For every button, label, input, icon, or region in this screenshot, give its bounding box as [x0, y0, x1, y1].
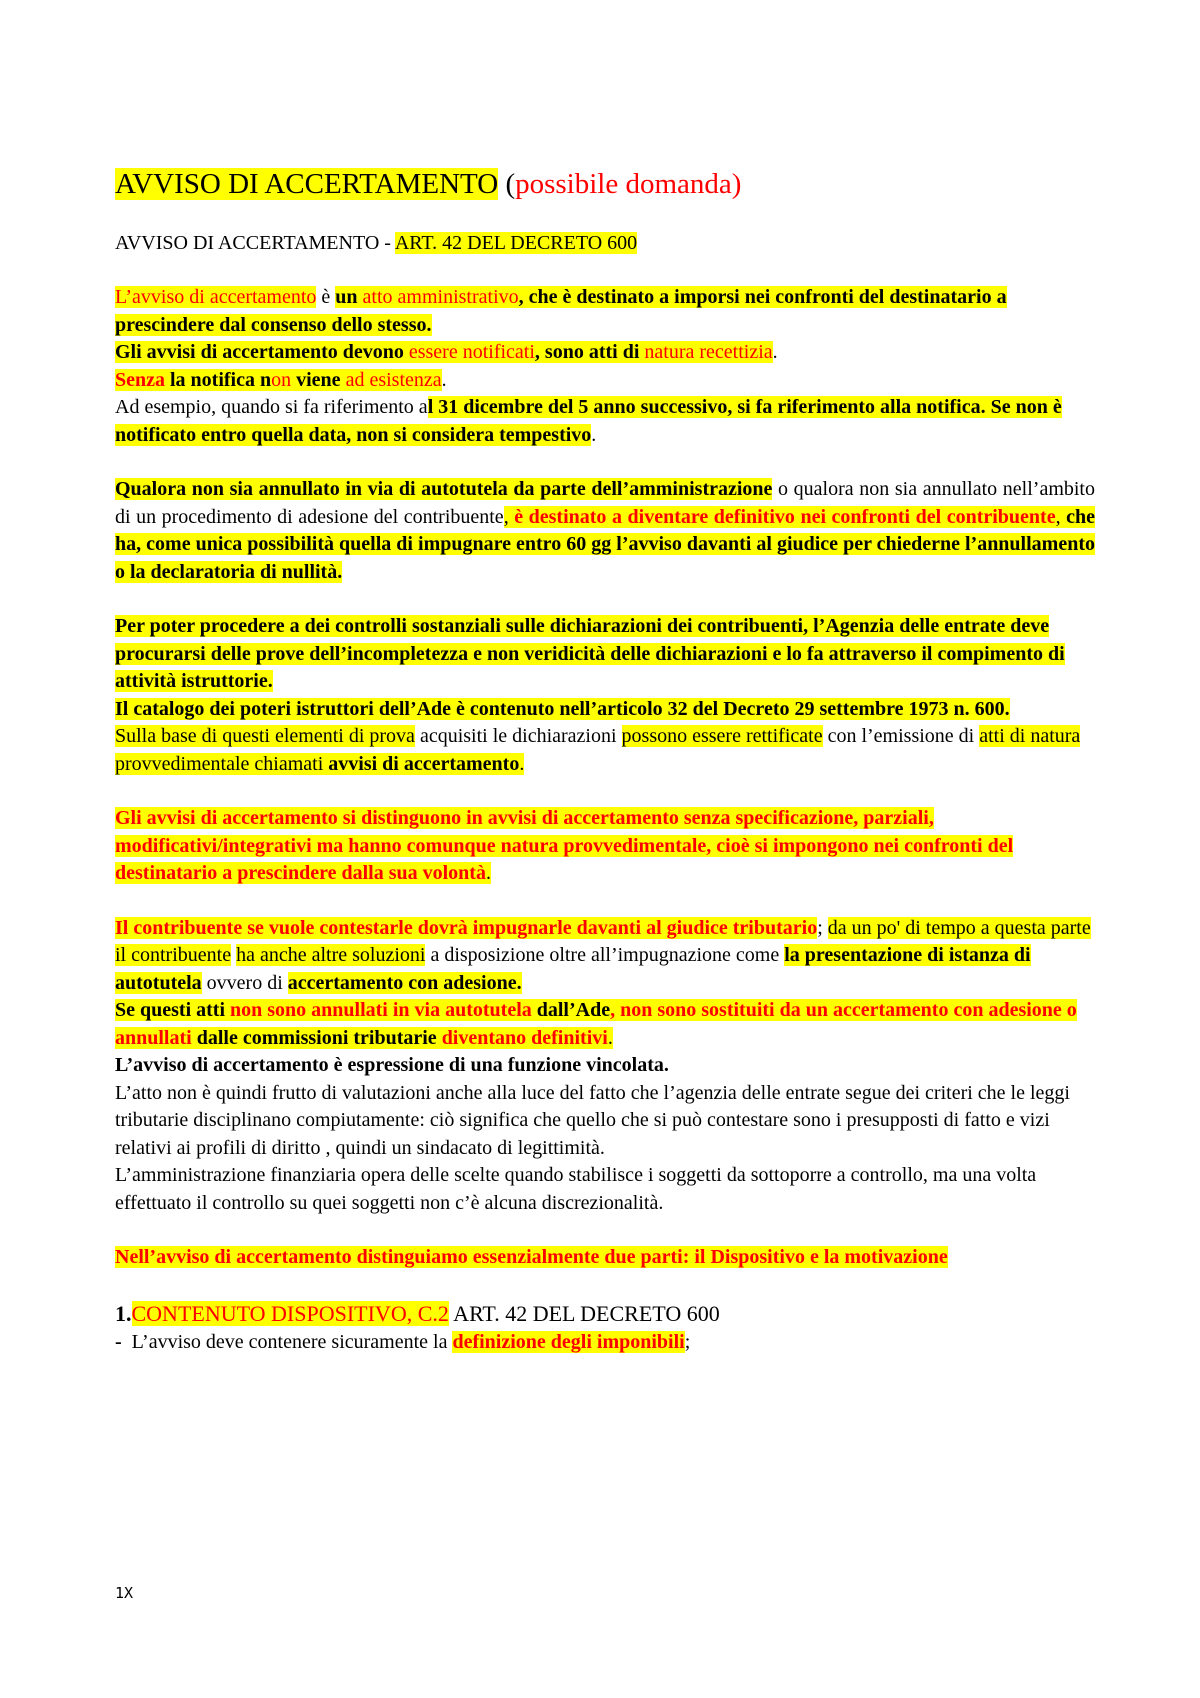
paragraph-autotutela: Qualora non sia annullato in via di autotutela da parte dell’amministrazione o qualora non sia annullato nell’ambito di un procedimento di adesione del contribuente, è destinato a diventare definitivo nei confronti del contribuente, che ha, come unica possibilità quella di impugnare entro 60 gg l’avviso davanti al giudice per chiederne l’annullamento o la declaratoria di nullità. — [115, 478, 1096, 583]
paragraph-due-parti: Nell’avviso di accertamento distinguiamo essenzialmente due parti: il Dispositivo e la motivazione — [115, 1246, 948, 1268]
paragraph-notification: L’avviso di accertamento è un atto amministrativo, che è destinato a imporsi nei confronti del destinatario a prescindere dal consenso dello stesso. Gli avvisi di accertamento devono essere notificati, sono atti di natura recettizia. Senza la notifica non viene ad esistenza. Ad esempio, quando si fa riferimento al 31 dicembre del 5 anno successivo, si fa riferimento alla notifica. Se non è notificato entro quella data, non si considera tempestivo. — [115, 286, 1062, 446]
subtitle: AVVISO DI ACCERTAMENTO - ART. 42 DEL DECRETO 600 — [115, 232, 638, 254]
document-title: AVVISO DI ACCERTAMENTO (possibile domanda) — [115, 168, 742, 200]
paragraph-tipi-avvisi: Gli avvisi di accertamento si distinguono in avvisi di accertamento senza specificazione, parziali, modificativi/integrativi ma hanno comunque natura provvedimentale, cioè si impongono nei confronti del destinatario a prescindere dalla sua volontà. — [115, 807, 1014, 884]
page-number: 1X — [115, 1584, 134, 1602]
document-body — [115, 166, 1095, 1356]
paragraph-contestazione: Il contribuente se vuole contestarle dovrà impugnarle davanti al giudice tributario; da un po' di tempo a questa parte il contribuente ha anche altre soluzioni a disposizione oltre all’impugnazione come la presentazione di istanza di autotutela ovvero di accertamento con adesione. Se questi atti non sono annullati in via autotutela dall’Ade, non sono sostituiti da un accertamento con adesione o annullati dalle commissioni tributarie diventano definitivi. L’avviso di accertamento è espressione di una funzione vincolata. L’atto non è quindi frutto di valutazioni anche alla luce del fatto che l’agenzia delle entrate segue dei criteri che le leggi tributarie disciplinano compiutamente: ciò significa che quello che si può contestare sono i presupposti di fatto e vizi relativi ai profili di diritto , quindi un sindacato di legittimità. L’amministrazione finanziaria opera delle scelte quando stabilisce i soggetti da sottoporre a controllo, ma una volta effettuato il controllo su quei soggetti non c’è alcuna discrezionalità. — [115, 916, 1091, 1214]
bullet-item: - L’avviso deve contenere sicuramente la definizione degli imponibili; — [115, 1330, 691, 1353]
section-heading-dispositivo: 1.CONTENUTO DISPOSITIVO, C.2 ART. 42 DEL DECRETO 600 — [115, 1300, 720, 1326]
paragraph-controlli: Per poter procedere a dei controlli sostanziali sulle dichiarazioni dei contribuenti, l’Agenzia delle entrate deve procurarsi delle prove dell’incompletezza e non veridicità delle dichiarazioni e lo fa attraverso il compimento di attività istruttorie. Il catalogo dei poteri istruttori dell’Ade è contenuto nell’articolo 32 del Decreto 29 settembre 1973 n. 600. Sulla base di questi elementi di prova acquisiti le dichiarazioni possono essere rettificate con l’emissione di atti di natura provvedimentale chiamati avvisi di accertamento. — [115, 615, 1081, 775]
